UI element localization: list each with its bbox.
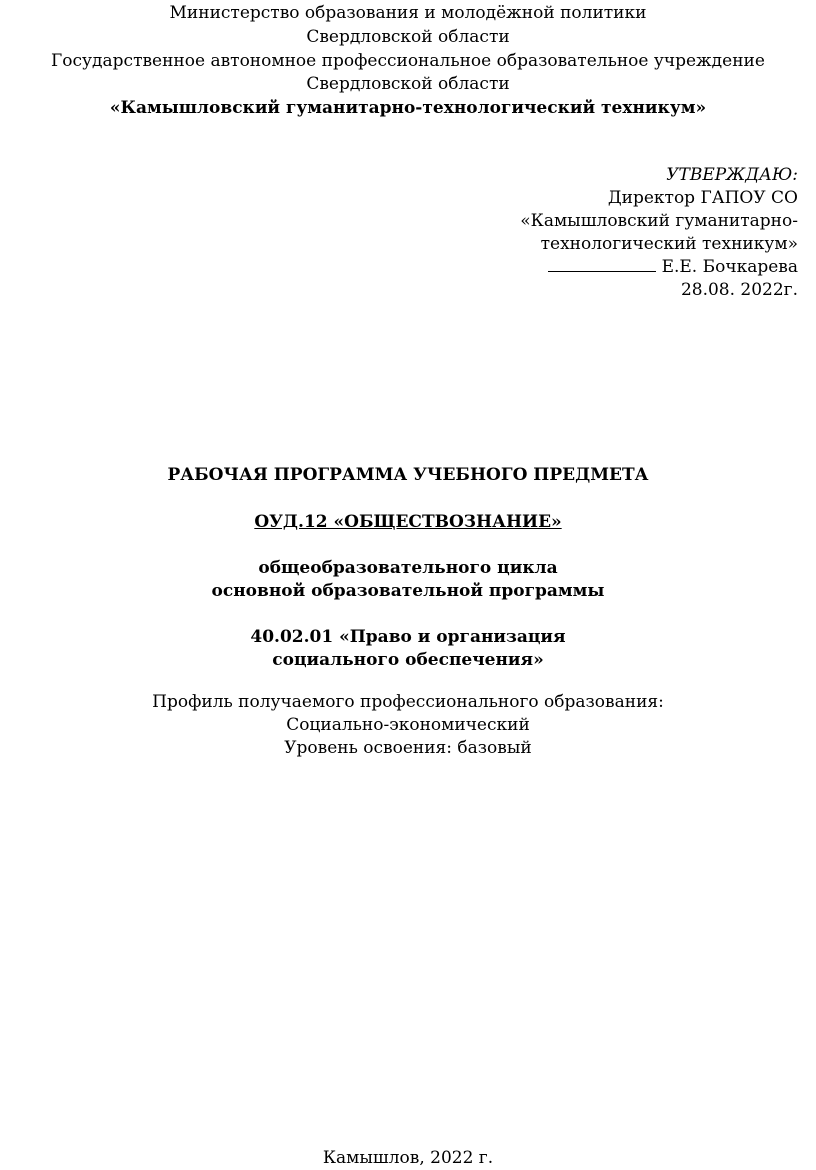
approval-signature-row — [468, 256, 798, 279]
approval-org-line1: «Камышловский гуманитарно- — [520, 211, 798, 231]
region-line: Свердловской области — [306, 27, 510, 47]
profile-line3: Уровень освоения: базовый — [284, 738, 532, 758]
profile-line1: Профиль получаемого профессионального образования: — [152, 692, 664, 712]
approval-name: Е.Е. Бочкарева — [661, 257, 798, 277]
profile-line2: Социально-экономический — [286, 715, 530, 735]
cycle-line1: общеобразовательного цикла — [258, 558, 558, 578]
cycle-line2: основной образовательной программы — [211, 581, 605, 601]
institution-type-line: Государственное автономное профессиональное образовательное учреждение — [51, 51, 765, 71]
program-line2: социального обеспечения» — [272, 650, 544, 670]
institution-region-line: Свердловской области — [306, 74, 510, 94]
document-title: РАБОЧАЯ ПРОГРАММА УЧЕБНОГО ПРЕДМЕТА — [167, 465, 649, 485]
signature-line — [548, 257, 656, 272]
place-year: Камышлов, 2022 г. — [322, 1148, 494, 1168]
approval-date: 28.08. 2022г. — [680, 280, 798, 300]
approval-org-line2: технологический техникум» — [540, 234, 798, 254]
approval-block — [468, 164, 798, 302]
approval-position: Директор ГАПОУ СО — [607, 188, 798, 208]
ministry-line: Министерство образования и молодёжной политики — [169, 3, 647, 23]
institution-name: «Камышловский гуманитарно-технологический техникум» — [109, 98, 707, 118]
program-line1: 40.02.01 «Право и организация — [250, 627, 566, 647]
subject-title: ОУД.12 «ОБЩЕСТВОЗНАНИЕ» — [254, 512, 562, 532]
approval-label: УТВЕРЖДАЮ: — [666, 165, 798, 185]
